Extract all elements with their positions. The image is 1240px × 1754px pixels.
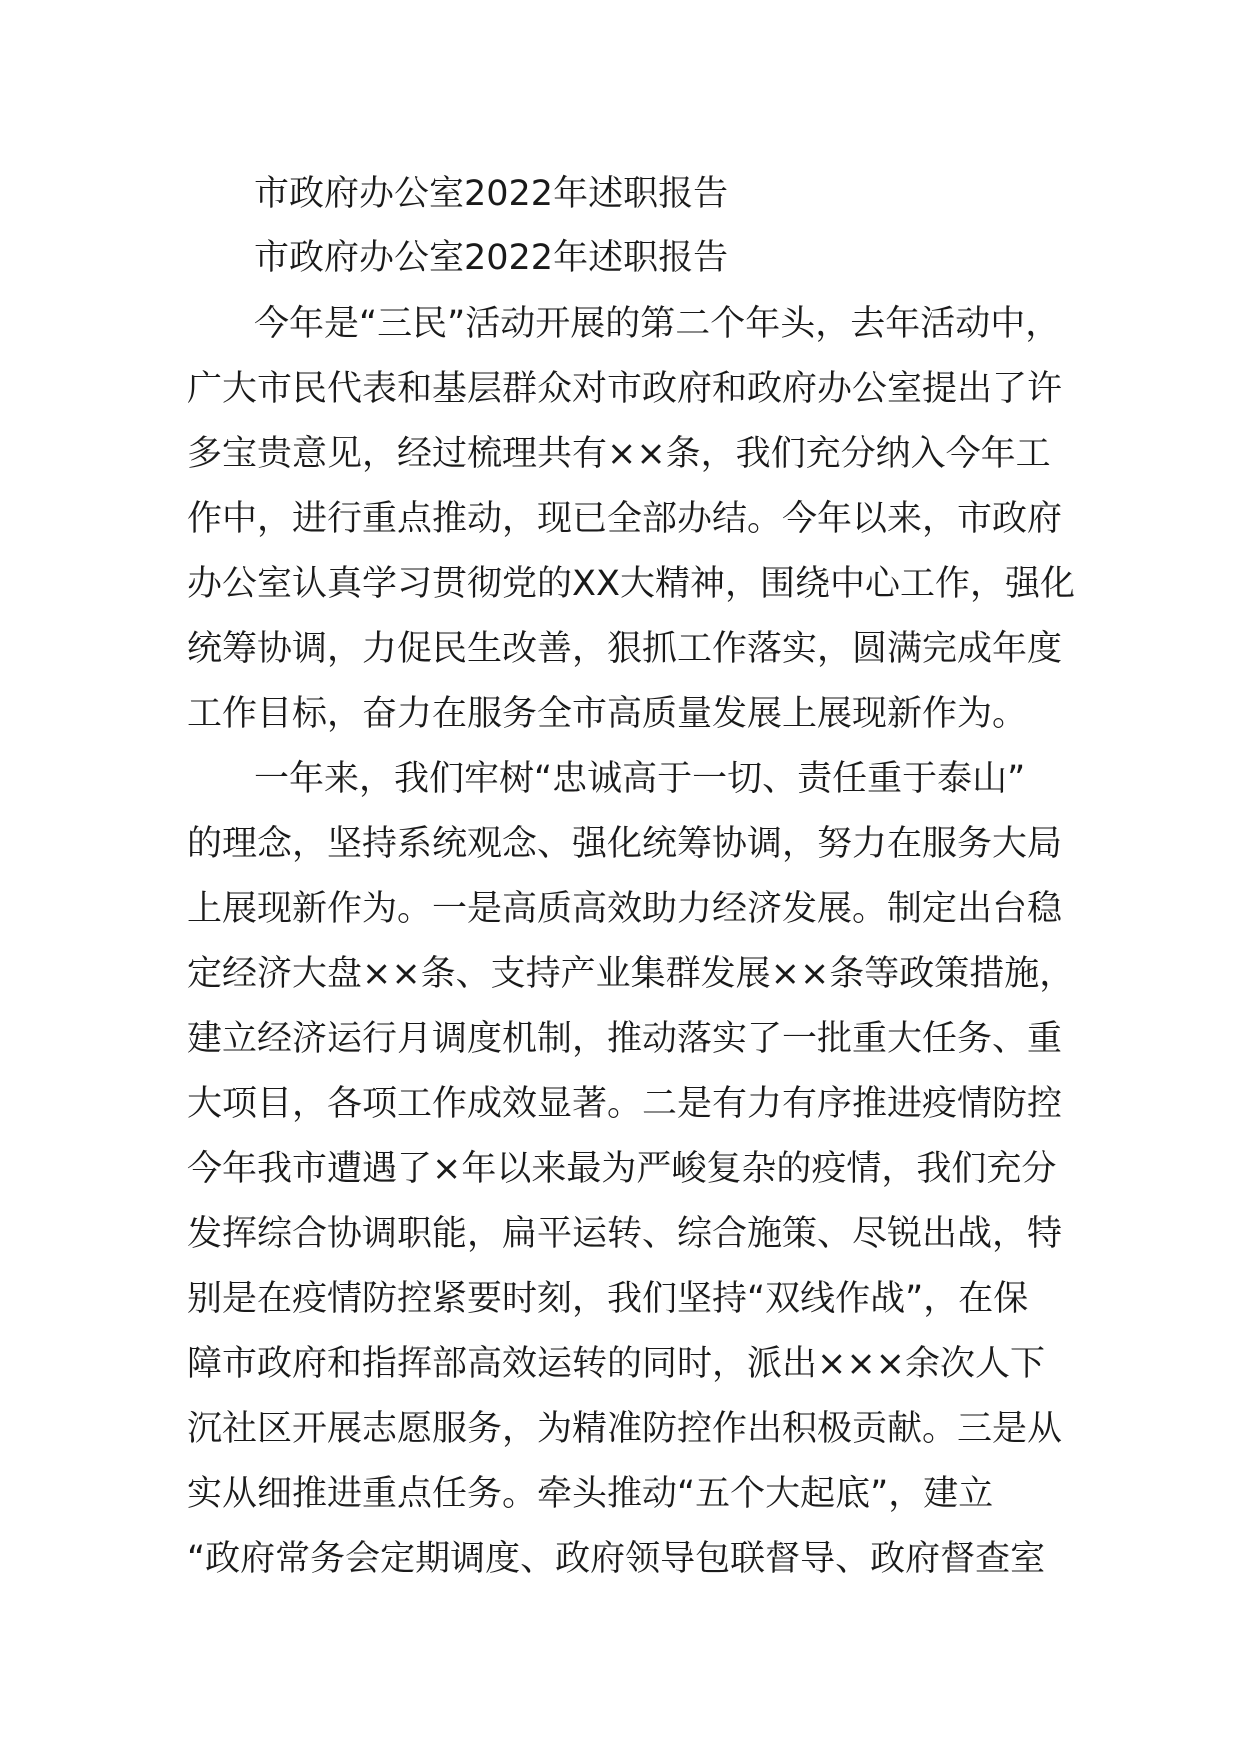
paragraph-line: 多宝贵意见，经过梳理共有××条，我们充分纳入今年工 [187, 434, 1051, 474]
paragraph-line: 建立经济运行月调度机制，推动落实了一批重大任务、重 [187, 1019, 1063, 1059]
paragraph-line: “政府常务会定期调度、政府领导包联督导、政府督查室 [187, 1539, 1046, 1579]
paragraph-line: 办公室认真学习贯彻党的XX大精神，围绕中心工作，强化 [187, 564, 1075, 604]
paragraph-line: 大项目，各项工作成效显著。二是有力有序推进疫情防控 [187, 1084, 1063, 1124]
paragraph-line: 作中，进行重点推动，现已全部办结。今年以来，市政府 [187, 499, 1063, 539]
paragraph-line: 定经济大盘××条、支持产业集群发展××条等政策措施， [187, 954, 1075, 994]
paragraph-line: 发挥综合协调职能，扁平运转、综合施策、尽锐出战，特 [187, 1214, 1063, 1254]
paragraph-line: 广大市民代表和基层群众对市政府和政府办公室提出了许 [187, 369, 1063, 409]
paragraph-line: 沉社区开展志愿服务，为精准防控作出积极贡献。三是从 [187, 1409, 1063, 1449]
document-title: 市政府办公室2022年述职报告 [254, 174, 729, 214]
paragraph-line: 今年是“三民”活动开展的第二个年头，去年活动中， [254, 304, 1061, 344]
paragraph-line: 一年来，我们牢树“忠诚高于一切、责任重于泰山” [254, 759, 1026, 799]
paragraph-line: 今年我市遭遇了×年以来最为严峻复杂的疫情，我们充分 [187, 1149, 1057, 1189]
paragraph-line: 障市政府和指挥部高效运转的同时，派出×××余次人下 [187, 1344, 1045, 1384]
paragraph-line: 的理念，坚持系统观念、强化统筹协调，努力在服务大局 [187, 824, 1063, 864]
paragraph-line: 工作目标，奋力在服务全市高质量发展上展现新作为。 [187, 694, 1028, 734]
paragraph-line: 上展现新作为。一是高质高效助力经济发展。制定出台稳 [187, 889, 1063, 929]
paragraph-line: 统筹协调，力促民生改善，狠抓工作落实，圆满完成年度 [187, 629, 1063, 669]
paragraph-line: 实从细推进重点任务。牵头推动“五个大起底”，建立 [187, 1474, 994, 1514]
document-title: 市政府办公室2022年述职报告 [254, 238, 729, 278]
paragraph-line: 别是在疫情防控紧要时刻，我们坚持“双线作战”，在保 [187, 1279, 1029, 1319]
